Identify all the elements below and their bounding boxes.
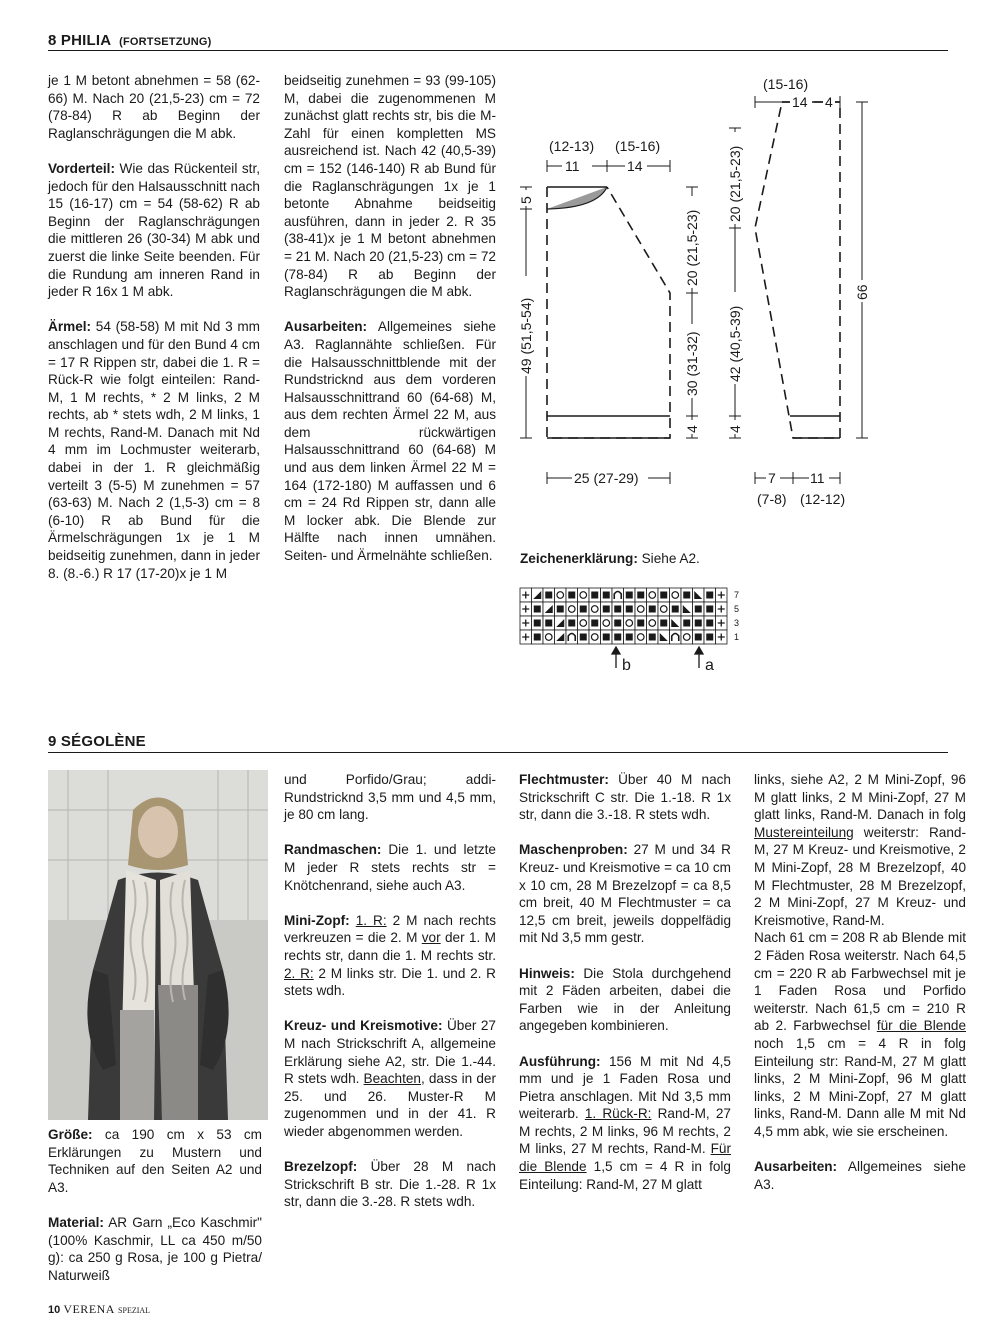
section-title-philia [48, 32, 212, 49]
dim-label: 14 [792, 94, 808, 110]
brand-sub: SPEZIAL [118, 1306, 151, 1315]
dim-label: 11 [810, 470, 825, 486]
chart-symbol [649, 634, 656, 641]
page-footer [48, 1302, 150, 1317]
dim-label: 7 [768, 470, 776, 486]
chart-symbol [534, 606, 541, 613]
chart-symbol [695, 634, 702, 641]
chart-cell [543, 630, 555, 644]
paragraph: je 1 M betont abnehmen = 58 (62-66) M. Nach 20 (21,5-23) cm = 72 (78-84) R ab Beginn der Raglanschrägungen die M abk. [48, 73, 260, 141]
chart-symbol [706, 620, 713, 627]
chart-symbol [603, 634, 610, 641]
chart-symbol [706, 606, 713, 613]
chart-cell [681, 630, 693, 644]
chart-cell [555, 588, 567, 602]
chart-symbol [557, 606, 564, 613]
chart-symbol [534, 634, 541, 641]
stitch-chart [518, 586, 748, 678]
page-number: 10 [48, 1304, 61, 1316]
paragraph-edge: Randmaschen: Die 1. und letzte M jeder R stets rechts str = Knötchenrand, siehe auch A3. [284, 842, 496, 893]
dim-label: 11 [565, 158, 580, 174]
chart-cell [670, 588, 682, 602]
dim-label: 25 (27-29) [574, 470, 639, 486]
paragraph-braid: Flechtmuster: Über 40 M nach Strickschrift C str. Die 1.-18. R 1x str, dann die 3.-18. R stets wdh. [519, 772, 731, 823]
chart-symbol [591, 620, 598, 627]
chart-cell [635, 630, 647, 644]
dim-label: (15-16) [615, 138, 661, 154]
dim-label: (12-13) [549, 138, 595, 154]
section-subtitle: (FORTSETZUNG) [119, 36, 212, 48]
dim-label: 20 (21,5-23) [684, 209, 700, 286]
paragraph-cross-motifs: Kreuz- und Kreismotive: Über 27 M nach Strickschrift A, allgemeine Erklärung siehe A2, str. Die 1.-44. R stets wdh. Beachten, dass in der 25. und 26. Muster-R M zugenommen und in der 41. R wieder abgenommen werden. [284, 1018, 496, 1139]
section-name: PHILIA [60, 32, 111, 49]
paragraph-finishing: Ausarbeiten: Allgemeines siehe A3. Raglannähte schließen. Für die Halsausschnittblende mit der Rundstricknd aus dem vorderen Halsausschnittrand 60 (64-68) M, aus dem rechten Ärmel 22 M, aus dem rückwärtigen Halsausschnittrand 60 (64-68) M und aus dem linken Ärmel 22 M = 164 (172-180) M auffassen und 6 cm = 24 Rd Rippen str, dann alle M locker abk. Die Blende zur Hälfte nach innen umnähen. Seiten- und Ärmelnähte schließen. [284, 319, 496, 564]
chart-symbol [603, 592, 610, 599]
paragraph: beidseitig zunehmen = 93 (99-105) M, dabei die zugenommenen M zunächst glatt rechts str, bis die M-Zahl für einen kompletten MS ausreichend ist. Nach 42 (40,5-39) cm = 152 (146-140) R ab Bund für die Raglanschrägungen 1x je 1 betonte Abnahme beidseitig ausführen, dann in jeder 2. R 35 (38-41)x je 1 M betont abnehmen = 21 M. Nach 20 (21,5-23) cm = 72 (78-84) R ab Beginn der Raglanschrägungen die M abk. [284, 73, 496, 300]
chart-symbol [626, 592, 633, 599]
dim-label: (15-16) [763, 76, 809, 92]
chart-symbol [660, 620, 667, 627]
paragraph-sleeve: Ärmel: 54 (58-58) M mit Nd 3 mm anschlagen und für den Bund 4 cm = 17 R Rippen str, dabei die 1. R = Rück-R wie folgt einteilen: Rand-M, 1 M rechts, * 2 M links, 2 M rechts, ab * stets wdh, 2 M links, 1 M rechts, Rand-M. Danach mit Nd 4 mm im Lochmuster weiterarb, dabei in der 1. R gleichmäßig verteilt 3 (5-5) M zunehmen = 57 (63-63) M. Nach 2 (1,5-3) cm = 8 (6-10) R ab Bund für die Ärmelschrägungen 1x je 1 M beidseitig zunehmen, dann in jeder 8. (8.-6.) R 17 (17-20)x je 1 M [48, 319, 260, 581]
chart-symbol [626, 634, 633, 641]
model-photo [48, 770, 268, 1120]
chart-cell [647, 616, 659, 630]
dim-label: 66 [854, 284, 870, 300]
segolene-column-3 [519, 771, 731, 1211]
paragraph: Nach 61 cm = 208 R ab Blende mit 2 Fäden Rosa weiterstr. Nach 64,5 cm = 220 R ab Farbwechsel mit je 1 Faden Rosa und Porfido weiterstr. Nach 61,5 cm = 210 R ab 2. Farbwechsel für die Blende noch 1,5 cm = 4 R in folg Einteilung str: Rand-M, 27 M glatt links, 2 M Mini-Zopf, 96 M glatt links, 2 M Mini-Zopf, 27 M glatt links, Rand-M. Dann alle M mit Nd 4,5 mm abk, wie sie erscheinen. [754, 930, 966, 1139]
paragraph-pretzel-cable: Brezelzopf: Über 28 M nach Strickschrift B str. Die 1.-28. R 1x str, dann die 3.-28. R stets wdh. [284, 1159, 496, 1210]
section-rule [48, 50, 948, 51]
chart-row-label: 3 [734, 618, 740, 628]
paragraph: und Porfido/Grau; addi-Rundstricknd 3,5 mm und 4,5 mm, je 80 cm lang. [284, 772, 496, 823]
paragraph-mini-cable: Mini-Zopf: 1. R: 2 M nach rechts verkreuzen = die 2. M vor der 1. M rechts str, dann die 1. M rechts str. 2. R: 2 M links str. Die 1. und 2. R stets wdh. [284, 912, 497, 999]
chart-symbol [649, 606, 656, 613]
section-title-segolene [48, 733, 146, 750]
chart-marker-b: b [622, 657, 631, 674]
chart-symbol [637, 592, 644, 599]
brand-logo: VERENA [63, 1302, 115, 1316]
chart-marker-a: a [705, 657, 714, 674]
chart-cell [589, 602, 601, 616]
paragraph-size: Größe: ca 190 cm x 53 cm Erklärungen zu Mustern und Techniken auf den Seiten A2 und A3. [48, 1127, 262, 1195]
chart-symbol [695, 620, 702, 627]
chart-symbol [580, 606, 587, 613]
dim-label: 5 [518, 196, 534, 204]
dim-label: 4 [684, 425, 700, 433]
chart-symbol [534, 620, 541, 627]
chart-symbol [603, 606, 610, 613]
chart-cell [647, 588, 659, 602]
dim-label: 49 (51,5-54) [518, 297, 534, 374]
schematic-diagrams [510, 68, 950, 528]
chart-symbol [591, 592, 598, 599]
chart-symbol [614, 634, 621, 641]
legend: Zeichenerklärung: Siehe A2. [520, 551, 700, 566]
chart-cell [578, 588, 590, 602]
dim-label: 14 [627, 158, 643, 174]
paragraph-material: Material: AR Garn „Eco Kaschmir" (100% Kaschmir, LL ca 450 m/50 g): ca 250 g Rosa, je 100 g Pietra/ Naturweiß [48, 1214, 262, 1283]
chart-symbol [672, 606, 679, 613]
chart-symbol [626, 606, 633, 613]
segolene-column-1 [48, 1126, 262, 1302]
chart-row-label: 1 [734, 632, 740, 642]
paragraph-front: Vorderteil: Wie das Rückenteil str, jedoch für den Halsausschnitt nach 15 (16-17) cm = 54 (58-62) R ab Beginn der Raglanschrägungen die mittleren 26 (30-34) M abk und zuerst die linke Seite beenden. Für die Rundung am inneren Rand in jeder R 16x 1 M abk. [48, 160, 260, 300]
chart-symbol [683, 592, 690, 599]
chart-symbol [545, 620, 552, 627]
sleeve-outline [755, 102, 840, 438]
dim-label: 30 (31-32) [684, 331, 700, 396]
chart-cell [589, 630, 601, 644]
chart-symbol [706, 634, 713, 641]
chart-cell [658, 602, 670, 616]
philia-column-2 [284, 72, 496, 582]
chart-symbol [660, 592, 667, 599]
section-number: 9 [48, 733, 57, 750]
body-outline [547, 187, 670, 438]
section-rule [48, 752, 948, 753]
chart-symbol [614, 620, 621, 627]
dim-label: 20 (21,5-23) [727, 145, 743, 222]
paragraph-finishing: Ausarbeiten: Allgemeines siehe A3. [754, 1159, 966, 1192]
dim-label: (12-12) [800, 491, 846, 507]
chart-symbol [580, 634, 587, 641]
chart-cell [601, 616, 613, 630]
dim-label: 4 [825, 94, 833, 110]
chart-row-label: 7 [734, 590, 740, 600]
section-number: 8 [48, 32, 57, 49]
chart-symbol [568, 592, 575, 599]
chart-symbol [545, 592, 552, 599]
section-name: SÉGOLÈNE [60, 733, 146, 750]
chart-row-label: 5 [734, 604, 740, 614]
chart-cell [624, 616, 636, 630]
segolene-column-2 [284, 771, 496, 1228]
chart-symbol [706, 592, 713, 599]
chart-cell [566, 602, 578, 616]
dim-label: 4 [727, 425, 743, 433]
chart-symbol [637, 620, 644, 627]
paragraph-gauge: Maschenproben: 27 M und 34 R Kreuz- und Kreismotive = ca 10 cm x 10 cm, 28 M Brezelzopf = ca 8,5 cm breit, 40 M Flechtmuster = ca 12,5 cm breit, jeweils doppelfädig mit Nd 3,5 mm gestr. [519, 842, 731, 946]
segolene-column-4 [754, 771, 966, 1211]
chart-cell [578, 616, 590, 630]
dim-label: (7-8) [757, 491, 787, 507]
chart-symbol [614, 606, 621, 613]
paragraph: links, siehe A2, 2 M Mini-Zopf, 96 M glatt links, 2 M Mini-Zopf, 27 M glatt links, Rand-M. Danach in folg Mustereinteilung weiterstr: Rand-M, 27 M Kreuz- und Kreismotive, 2 M Mini-Zopf, 28 M Brezelzopf, 40 M Flechtmuster, 28 M Brezelzopf, 2 M Mini-Zopf, 27 M Kreuz- und Kreismotive, Rand-M. [754, 772, 966, 928]
chart-symbol [568, 620, 575, 627]
paragraph-execution: Ausführung: 156 M mit Nd 4,5 mm und je 1 Faden Rosa und Pietra anschlagen. Mit Nd 3,5 mm weiterarb. 1. Rück-R: Rand-M, 27 M rechts, 2 M links, 96 M rechts, 2 M links, 27 M rechts, Rand-M. Für die Blende 1,5 cm = 4 R in folg Einteilung: Rand-M, 27 M glatt [519, 1053, 731, 1192]
chart-symbol [695, 606, 702, 613]
philia-column-1 [48, 72, 260, 600]
chart-cell [635, 602, 647, 616]
neckline-shade [547, 187, 607, 209]
dim-label: 42 (40,5-39) [727, 305, 743, 382]
chart-symbol [683, 620, 690, 627]
paragraph-note: Hinweis: Die Stola durchgehend mit 2 Fäden arbeiten, dabei die Farben wie in der Anleitung angegeben kombinieren. [519, 965, 731, 1034]
